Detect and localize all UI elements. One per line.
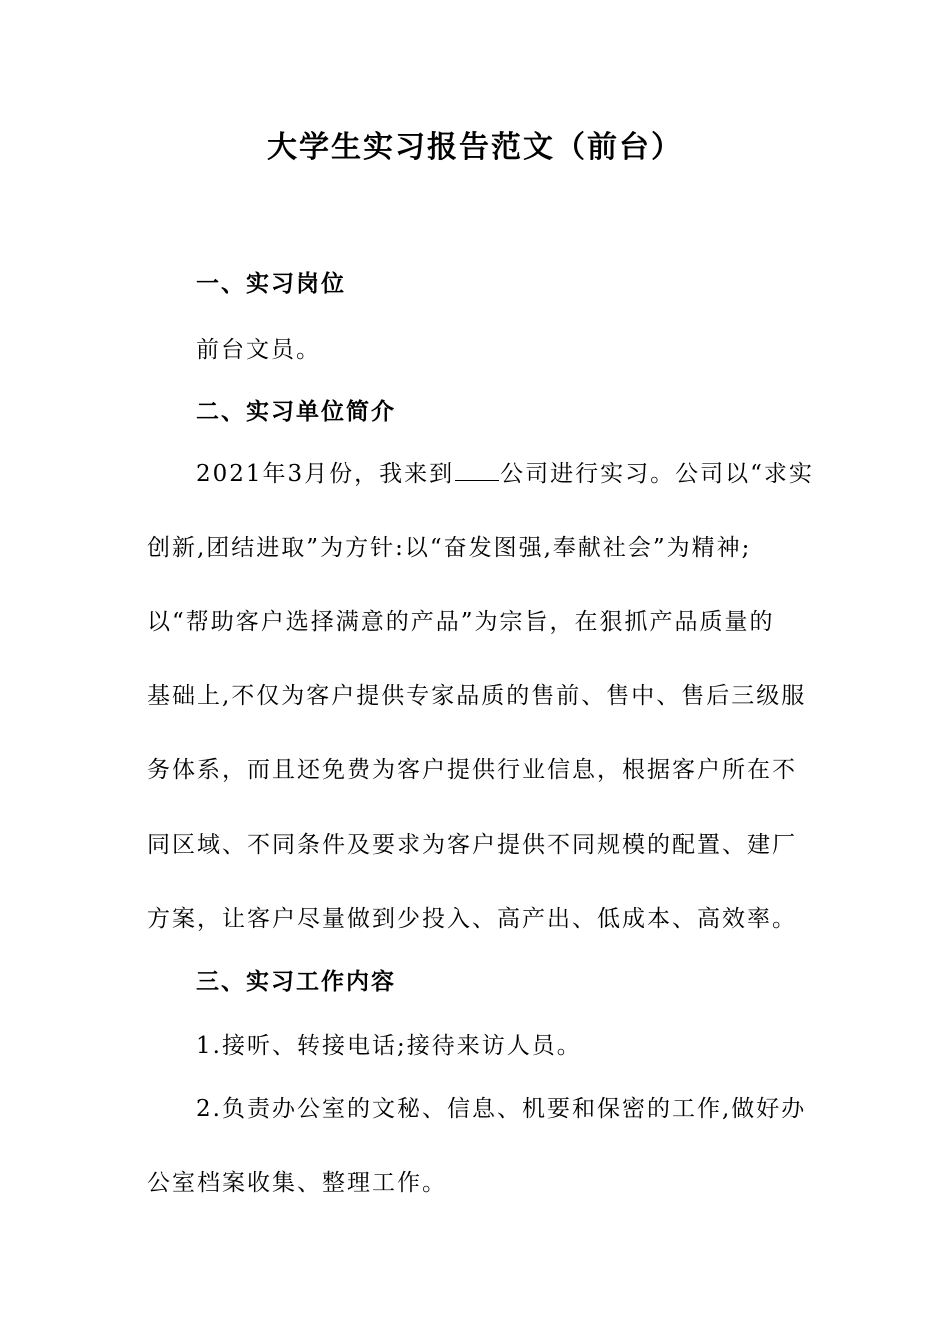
- fill-in-blank: [455, 460, 499, 481]
- list-item-continuation: 公室档案收集、整理工作。: [147, 1170, 447, 1196]
- paragraph-line: 务体系，而且还免费为客户提供行业信息，根据客户所在不: [147, 757, 797, 783]
- paragraph-line: 同区域、不同条件及要求为客户提供不同规模的配置、建厂: [147, 832, 797, 858]
- paragraph-line: 创新,团结进取”为方针:以“奋发图强,奉献社会”为精神;: [147, 535, 752, 561]
- text-before-blank: 2021年3月份，我来到: [196, 461, 455, 487]
- section-heading-work-content: 三、实习工作内容: [196, 969, 396, 995]
- paragraph-line: 方案，让客户尽量做到少投入、高产出、低成本、高效率。: [147, 906, 797, 932]
- section-heading-internship-position: 一、实习岗位: [196, 271, 346, 297]
- paragraph-line: 前台文员。: [196, 337, 321, 363]
- list-item: 1.接听、转接电话;接待来访人员。: [196, 1033, 582, 1059]
- list-item: 2.负责办公室的文秘、信息、机要和保密的工作,做好办: [196, 1096, 807, 1122]
- paragraph-line: 以“帮助客户选择满意的产品”为宗旨，在狠抓产品质量的: [147, 609, 775, 635]
- section-heading-company-intro: 二、实习单位简介: [196, 399, 396, 425]
- document-title: 大学生实习报告范文（前台）: [267, 130, 683, 165]
- paragraph-line: [196, 458, 814, 490]
- paragraph-line: 基础上,不仅为客户提供专家品质的售前、售中、售后三级服: [147, 683, 807, 709]
- text-after-blank: 公司进行实习。公司以“求实: [500, 461, 814, 487]
